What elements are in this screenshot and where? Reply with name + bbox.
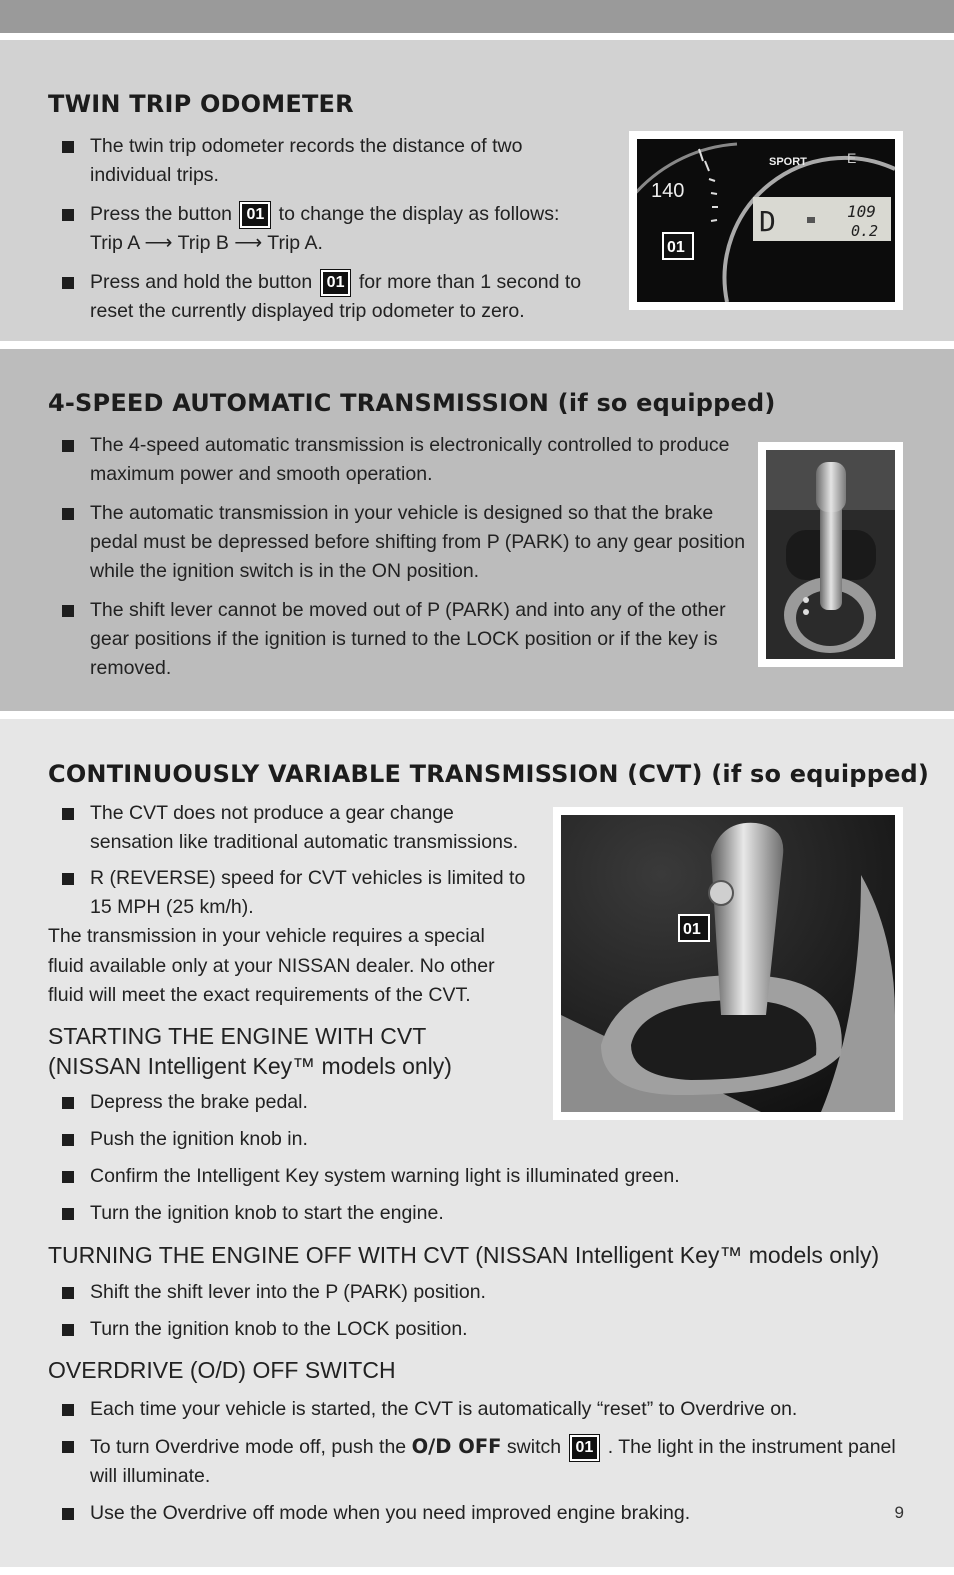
list-item: Press the button 01 to change the display as follows: Trip A ⟶ Trip B ⟶ Trip A. xyxy=(48,200,588,258)
page-number: 9 xyxy=(894,1503,904,1522)
list-item: To turn Overdrive mode off, push the O/D OFF switch 01 . The light in the instrument panel will illuminate. xyxy=(48,1432,910,1491)
engine-off-steps-list xyxy=(48,1278,908,1352)
list-item: The shift lever cannot be moved out of P (PARK) and into any of the other gear positions if the ignition is turned to the LOCK position or if the key is removed. xyxy=(48,596,748,683)
list-item: Each time your vehicle is started, the CVT is automatically “reset” to Overdrive on. xyxy=(48,1395,910,1424)
callout-badge: 01 xyxy=(321,270,351,296)
twin-trip-odometer-section xyxy=(0,40,954,341)
list-item: The automatic transmission in your vehicle is designed so that the brake pedal must be depressed before shifting from P (PARK) to any gear position while the ignition switch is in the ON position. xyxy=(48,499,748,586)
cvt-section xyxy=(0,719,954,1567)
callout-badge: 01 xyxy=(667,239,685,256)
list-item: The 4-speed automatic transmission is electronically controlled to produce maximum power and smooth operation. xyxy=(48,431,748,489)
callout-badge: 01 xyxy=(683,921,701,938)
list-item: The CVT does not produce a gear change sensation like traditional automatic transmissions. xyxy=(48,799,528,857)
list-item: Turn the ignition knob to the LOCK position. xyxy=(48,1315,908,1344)
automatic-transmission-section xyxy=(0,349,954,711)
section-title: 4-SPEED AUTOMATIC TRANSMISSION (if so equipped) xyxy=(48,389,776,417)
list-item: Turn the ignition knob to start the engine. xyxy=(48,1199,908,1228)
callout-badge: 01 xyxy=(570,1435,600,1461)
overdrive-heading: OVERDRIVE (O/D) OFF SWITCH xyxy=(48,1357,396,1383)
fuel-label: E xyxy=(847,150,857,166)
starting-steps-list xyxy=(48,1088,908,1236)
list-item: R (REVERSE) speed for CVT vehicles is limited to 15 MPH (25 km/h). xyxy=(48,864,528,922)
header-bar xyxy=(0,0,954,33)
odo-top: 109 xyxy=(847,202,876,221)
cvt-fluid-paragraph: The transmission in your vehicle requires a special fluid available only at your NISSAN dealer. No other fluid will meet the exact requirements of the CVT. xyxy=(48,925,495,1006)
mode-label: SPORT xyxy=(769,156,807,168)
section-title: CONTINUOUSLY VARIABLE TRANSMISSION (CVT) (if so equipped) xyxy=(48,760,930,788)
list-item: The twin trip odometer records the distance of two individual trips. xyxy=(48,132,588,190)
odo-bottom: 0.2 xyxy=(851,222,879,240)
list-item: Press and hold the button 01 for more than 1 second to reset the currently displayed trip odometer to zero. xyxy=(48,268,588,326)
od-off-label: O/D OFF xyxy=(411,1435,502,1458)
callout-badge: 01 xyxy=(240,202,270,228)
transmission-bullet-list xyxy=(48,431,748,693)
starting-engine-heading: STARTING THE ENGINE WITH CVT (NISSAN Intelligent Key™ models only) xyxy=(48,1023,452,1079)
list-item: Confirm the Intelligent Key system warning light is illuminated green. xyxy=(48,1162,908,1191)
list-item: Depress the brake pedal. xyxy=(48,1088,908,1117)
list-item: Shift the shift lever into the P (PARK) position. xyxy=(48,1278,908,1307)
overdrive-bullet-list xyxy=(48,1395,910,1538)
cvt-shift-lever-photo xyxy=(553,807,903,1120)
list-item: Push the ignition knob in. xyxy=(48,1125,908,1154)
engine-off-heading: TURNING THE ENGINE OFF WITH CVT (NISSAN Intelligent Key™ models only) xyxy=(48,1242,880,1268)
list-item: Use the Overdrive off mode when you need improved engine braking. xyxy=(48,1499,910,1528)
gear-display: D xyxy=(759,205,776,238)
cvt-bullet-list xyxy=(48,799,528,922)
shift-lever-photo xyxy=(758,442,903,667)
section-title: TWIN TRIP ODOMETER xyxy=(48,90,354,118)
speed-label: 140 xyxy=(651,180,685,202)
odometer-bullet-list xyxy=(48,132,588,336)
instrument-cluster-photo xyxy=(629,131,903,310)
